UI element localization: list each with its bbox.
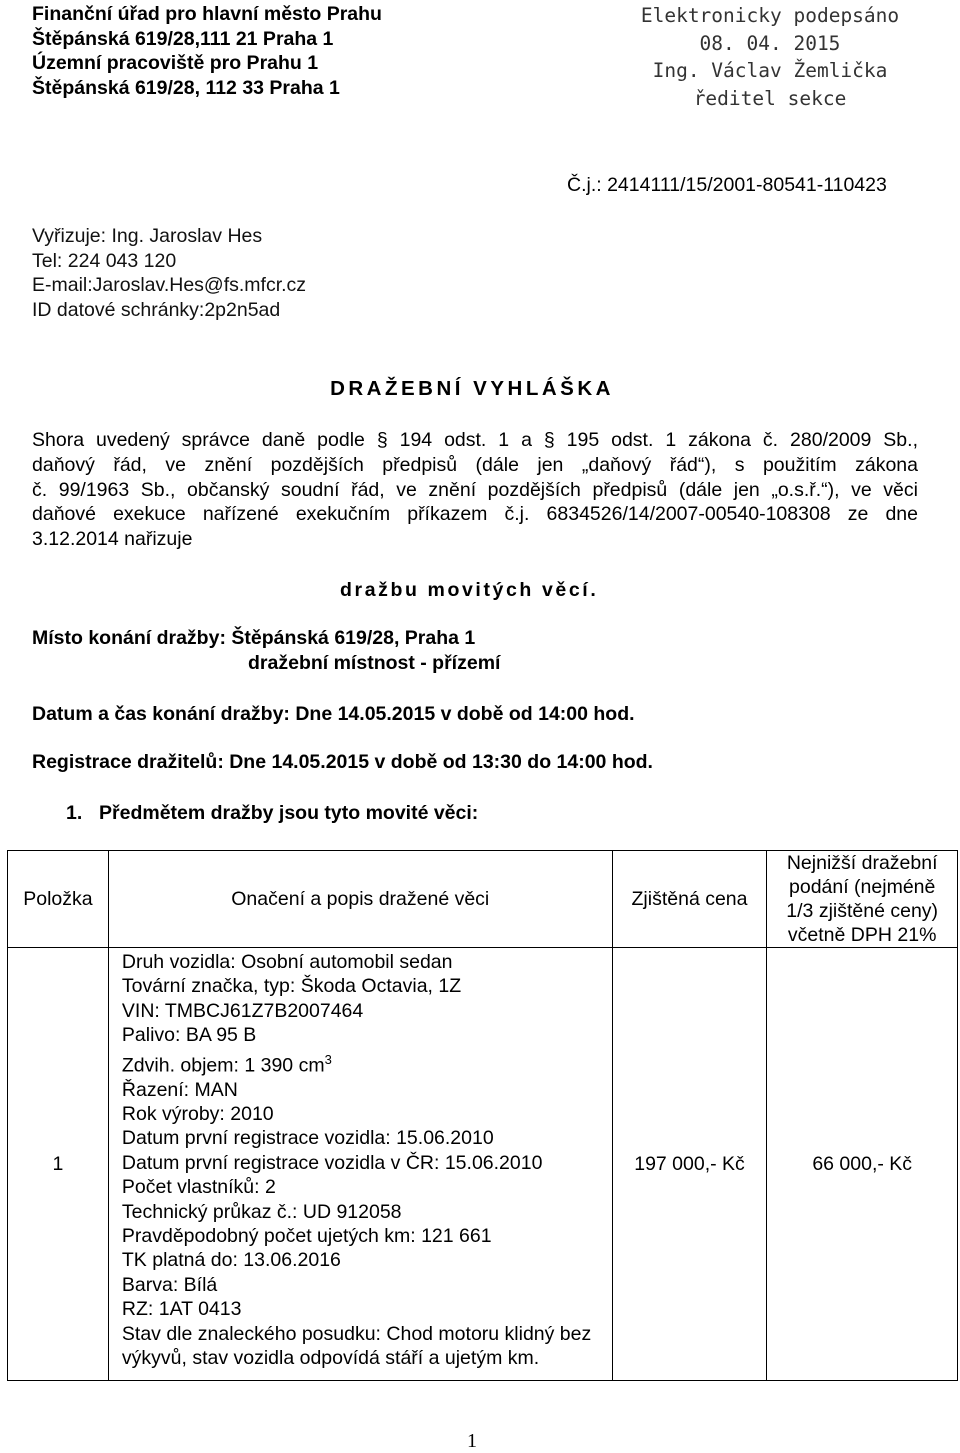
signature-label: Elektronicky podepsáno [640, 4, 900, 27]
contact-handler: Vyřizuje: Ing. Jaroslav Hes [32, 225, 263, 247]
intro-line: 3.12.2014 nařizuje [32, 528, 193, 551]
auction-date-time: Datum a čas konání dražby: Dne 14.05.2015 v době od 14:00 hod. [32, 703, 635, 725]
signature-role: ředitel sekce [693, 86, 847, 110]
intro-line: daňový řád, ve znění pozdějších předpisů (dále jen „daňový řád“), s použitím zákona [32, 453, 918, 476]
intro-line: daňové exekuce nařízené exekučním příkazem č.j. 6834526/14/2007-00540-108308 ze dne [32, 503, 918, 526]
signature-date: 08. 04. 2015 [699, 31, 841, 55]
venue-room: dražební místnost - přízemí [248, 652, 501, 674]
description-line: TK platná do: 13.06.2016 [121, 1249, 341, 1272]
header-min-bid-line: Nejnižší dražební [786, 852, 938, 874]
description-line: Pravděpodobný počet ujetých km: 121 661 [121, 1224, 492, 1247]
header-min-bid [767, 851, 958, 948]
header-item: Položka [8, 851, 109, 948]
intro-line: č. 99/1963 Sb., občanský soudní řád, ve znění pozdějších předpisů (dále jen „o.s.ř.“), ve věci [32, 478, 918, 501]
section-number: 1. [66, 802, 83, 824]
office-street: Štěpánská 619/28,111 21 Praha 1 [32, 27, 334, 50]
header-description: Onačení a popis dražené věci [108, 851, 612, 948]
registration-time: Registrace dražitelů: Dne 14.05.2015 v době od 13:30 do 14:00 hod. [32, 751, 653, 773]
description-line: Druh vozidla: Osobní automobil sedan [121, 951, 453, 973]
description-line: VIN: TMBCJ61Z7B2007464 [121, 999, 364, 1022]
table-header-row [8, 851, 958, 948]
description-line: Řazení: MAN [121, 1078, 238, 1101]
row-min-bid: 66 000,- Kč [767, 948, 958, 1381]
contact-phone: Tel: 224 043 120 [32, 249, 177, 272]
page-number: 1 [467, 1430, 477, 1452]
description-line: RZ: 1AT 0413 [121, 1298, 242, 1321]
office-branch-street: Štěpánská 619/28, 112 33 Praha 1 [32, 76, 340, 99]
document-title: DRAŽEBNÍ VYHLÁŠKA [330, 377, 614, 400]
description-line: Datum první registrace vozidla v ČR: 15.06.2010 [121, 1151, 543, 1174]
office-name: Finanční úřad pro hlavní město Prahu [32, 3, 382, 25]
description-line: Barva: Bílá [121, 1273, 218, 1296]
items-table [7, 850, 958, 1381]
header-min-bid-line: včetně DPH 21% [787, 924, 937, 946]
row-price: 197 000,- Kč [612, 948, 767, 1381]
row-item-number: 1 [8, 948, 109, 1381]
description-line: Technický průkaz č.: UD 912058 [121, 1200, 402, 1223]
contact-databox: ID datové schránky:2p2n5ad [32, 298, 281, 321]
auction-title: dražbu movitých věcí. [340, 579, 599, 601]
header-min-bid-line: 1/3 zjištěné ceny) [786, 900, 939, 922]
description-volume [122, 1048, 608, 1078]
signature-name: Ing. Václav Žemlička [652, 59, 888, 82]
volume-label: Zdvih. objem: 1 390 cm [121, 1054, 325, 1077]
description-line: Rok výroby: 2010 [121, 1102, 274, 1125]
header-price: Zjištěná cena [612, 851, 767, 948]
venue-label: Místo konání dražby: Štěpánská 619/28, Praha 1 [32, 627, 476, 649]
row-description [108, 948, 612, 1381]
description-line: Datum první registrace vozidla: 15.06.2010 [121, 1127, 494, 1150]
volume-superscript: 3 [324, 1051, 332, 1067]
contact-block [32, 224, 306, 322]
office-branch: Územní pracoviště pro Prahu 1 [32, 52, 319, 74]
office-address [32, 2, 382, 100]
electronic-signature [600, 2, 940, 112]
header-min-bid-line: podání (nejméně [789, 876, 936, 898]
description-line: Tovární značka, typ: Škoda Octavia, 1Z [121, 975, 462, 998]
intro-paragraph [32, 428, 918, 552]
table-row [8, 948, 958, 1381]
section-title: Předmětem dražby jsou tyto movité věci: [99, 802, 479, 824]
reference-number: Č.j.: 2414111/15/2001-80541-110423 [567, 174, 887, 196]
contact-email: E-mail:Jaroslav.Hes@fs.mfcr.cz [32, 274, 307, 296]
description-line: Palivo: BA 95 B [121, 1024, 257, 1047]
description-line: Stav dle znaleckého posudku: Chod motoru klidný bez výkyvů, stav vozidla odpovídá stáří a ujetým km. [121, 1322, 592, 1369]
intro-line: Shora uvedený správce daně podle § 194 odst. 1 a § 195 odst. 1 zákona č. 280/2009 Sb., [32, 429, 918, 451]
description-line: Počet vlastníků: 2 [121, 1176, 276, 1199]
